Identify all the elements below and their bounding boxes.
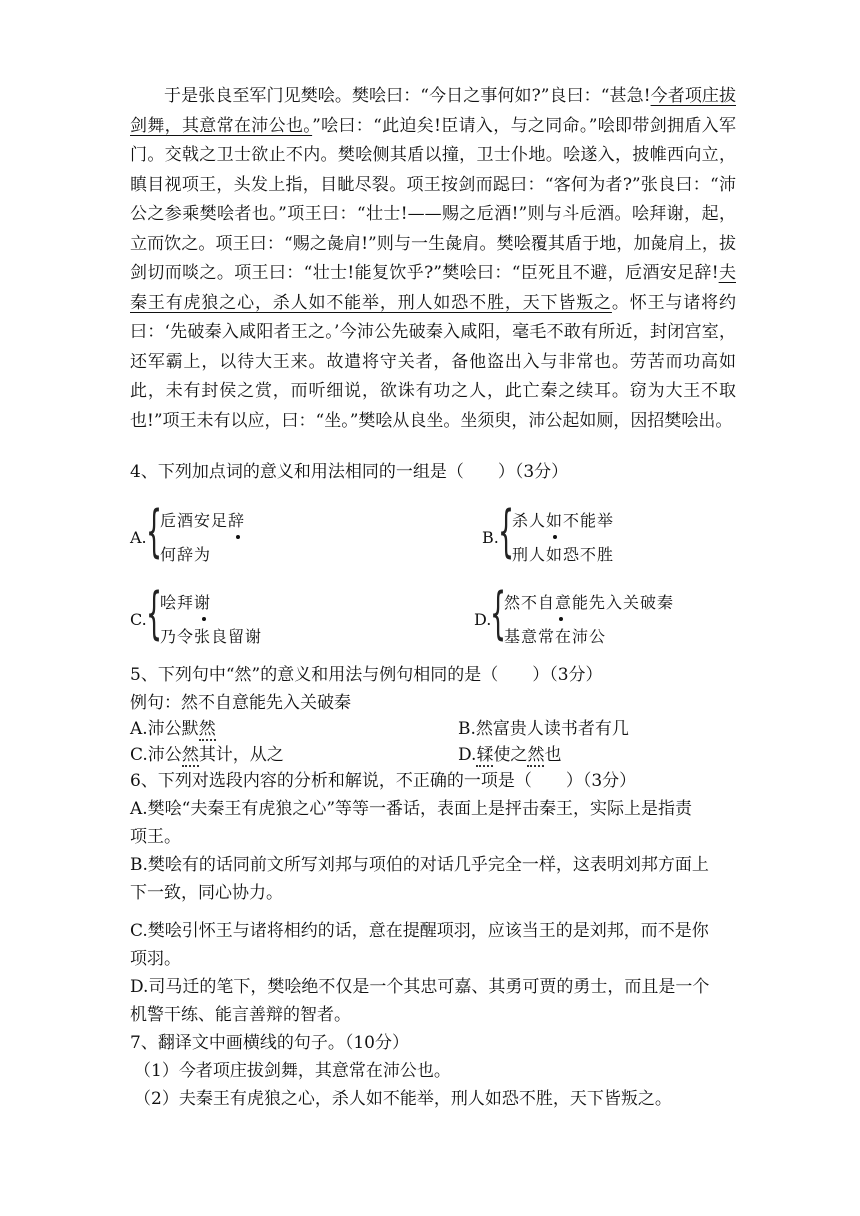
dotted-word: 𫐓 bbox=[476, 745, 494, 765]
q4-option-d[interactable] bbox=[474, 581, 784, 650]
underlined-sentence-1: 今者项庄拔剑舞，其意常在沛公也。 bbox=[130, 86, 736, 136]
emphasis-dot-icon bbox=[236, 535, 240, 539]
q5-option-d[interactable] bbox=[458, 740, 561, 765]
brace-icon: { bbox=[490, 581, 507, 646]
option-word-1: 卮酒安足辞 bbox=[160, 511, 246, 530]
option-word-2: 刑人如恐不胜 bbox=[512, 545, 615, 564]
emphasis-dot-icon bbox=[553, 535, 557, 539]
option-text: C.沛公 bbox=[130, 745, 182, 765]
option-text: 使之 bbox=[493, 745, 528, 765]
question-5-stem: 5、下列句中“然”的意义和用法与例句相同的是（ ）（3分） bbox=[130, 665, 603, 685]
passage-text: 于是张良至军门见樊哙。樊哙曰：“今日之事何如?”良曰：“甚急! bbox=[164, 86, 651, 106]
q6-option-a-line1[interactable]: A.樊哙“夫秦王有虎狼之心”等等一番话，表面上是抨击秦王，实际上是指责 bbox=[130, 799, 693, 819]
option-letter: D. bbox=[474, 610, 492, 629]
dotted-word: 然 bbox=[527, 745, 545, 765]
option-letter: B. bbox=[482, 528, 499, 547]
option-text: 其计，从之 bbox=[198, 745, 284, 765]
q7-sentence-1: （1）今者项庄拔剑舞，其意常在沛公也。 bbox=[134, 1061, 451, 1081]
question-7-stem: 7、翻译文中画横线的句子。（10分） bbox=[130, 1033, 409, 1053]
option-word-2: 乃令张良留谢 bbox=[160, 627, 263, 646]
option-text: 也 bbox=[544, 745, 562, 765]
brace-icon: { bbox=[146, 499, 163, 564]
option-word-2: 基意常在沛公 bbox=[504, 627, 607, 646]
q6-option-b-line2[interactable]: 下一致，同心协力。 bbox=[130, 883, 283, 903]
q7-sentence-2: （2）夫秦王有虎狼之心，杀人如不能举，刑人如恐不胜，天下皆叛之。 bbox=[134, 1089, 672, 1109]
option-letter: A. bbox=[130, 528, 147, 547]
emphasis-dot-icon bbox=[559, 617, 563, 621]
dotted-word: 然 bbox=[198, 719, 216, 739]
reading-passage bbox=[130, 82, 736, 436]
option-text: D. bbox=[458, 745, 477, 765]
option-word-1: 然不自意能先入关破秦 bbox=[504, 593, 675, 612]
question-6-stem: 6、下列对选段内容的分析和解说，不正确的一项是（ ）（3分） bbox=[130, 771, 637, 791]
option-text: A.沛公默 bbox=[130, 719, 199, 739]
q6-option-d-line2[interactable]: 机警干练、能言善辩的智者。 bbox=[130, 1005, 351, 1025]
q6-option-b-line1[interactable]: B.樊哙有的话同前文所写刘邦与项伯的对话几乎完全一样，这表明刘邦方面上 bbox=[130, 855, 709, 875]
q5-option-a[interactable] bbox=[130, 714, 216, 739]
passage-text: 。怀王与诸将约曰：‘先破秦入咸阳者王之。’今沛公先破秦入咸阳，毫毛不敢有所近，封闭宫室，还军霸上，以待大王来。故遣将守关者，备他盗出入与非常也。劳苦而功高如此，未有封侯之赏，而听细说，欲诛有功之人，此亡秦之续耳。窃为大王不取也!”项王未有以应，曰：“坐。”樊哙从良坐。坐须臾，沛公起如厕，因招樊哙出。 bbox=[130, 292, 737, 431]
q4-option-c[interactable] bbox=[130, 581, 430, 650]
underlined-sentence-2: 夫秦王有虎狼之心，杀人如不能举，刑人如恐不胜，天下皆叛之 bbox=[130, 263, 736, 313]
option-word-1: 杀人如不能举 bbox=[512, 511, 615, 530]
q6-option-c-line2[interactable]: 项羽。 bbox=[130, 949, 181, 969]
question-4-stem: 4、下列加点词的意义和用法相同的一组是（ ）（3分） bbox=[130, 462, 569, 482]
q5-option-b[interactable]: B.然富贵人读书者有几 bbox=[458, 719, 629, 739]
passage-text: ”哙曰：“此迫矣!臣请入，与之同命。”哙即带剑拥盾入军门。交戟之卫士欲止不内。樊哙侧其盾以撞，卫士仆地。哙遂入，披帷西向立，瞋目视项王，头发上指，目眦尽裂。项王按剑而跽曰：“客何为者?”张良曰：“沛公之参乘樊哙者也。”项王曰：“壮士!——赐之卮酒!”则与斗卮酒。哙拜谢，起，立而饮之。项王曰：“赐之彘肩!”则与一生彘肩。樊哙覆其盾于地，加彘肩上，拔剑切而啖之。项王曰：“壮士!能复饮乎?”樊哙曰：“臣死且不避，卮酒安足辞! bbox=[130, 115, 737, 283]
question-5-example: 例句：然不自意能先入关破秦 bbox=[130, 693, 351, 713]
brace-icon: { bbox=[146, 581, 163, 646]
q5-option-c[interactable] bbox=[130, 740, 284, 765]
option-letter: C. bbox=[130, 610, 147, 629]
q6-option-d-line1[interactable]: D.司马迁的笔下，樊哙绝不仅是一个其忠可嘉、其勇可贾的勇士，而且是一个 bbox=[130, 977, 710, 997]
option-word-1: 哙拜谢 bbox=[160, 593, 212, 612]
brace-icon: { bbox=[498, 499, 515, 564]
dotted-word: 然 bbox=[181, 745, 199, 765]
q6-option-a-line2[interactable]: 项王。 bbox=[130, 827, 181, 847]
option-word-2: 何辞为 bbox=[160, 545, 212, 564]
emphasis-dot-icon bbox=[202, 617, 206, 621]
q4-option-a[interactable] bbox=[130, 499, 430, 568]
q6-option-c-line1[interactable]: C.樊哙引怀王与诸将相约的话，意在提醒项羽，应该当王的是刘邦，而不是你 bbox=[130, 921, 709, 941]
q4-option-b[interactable] bbox=[482, 499, 782, 568]
